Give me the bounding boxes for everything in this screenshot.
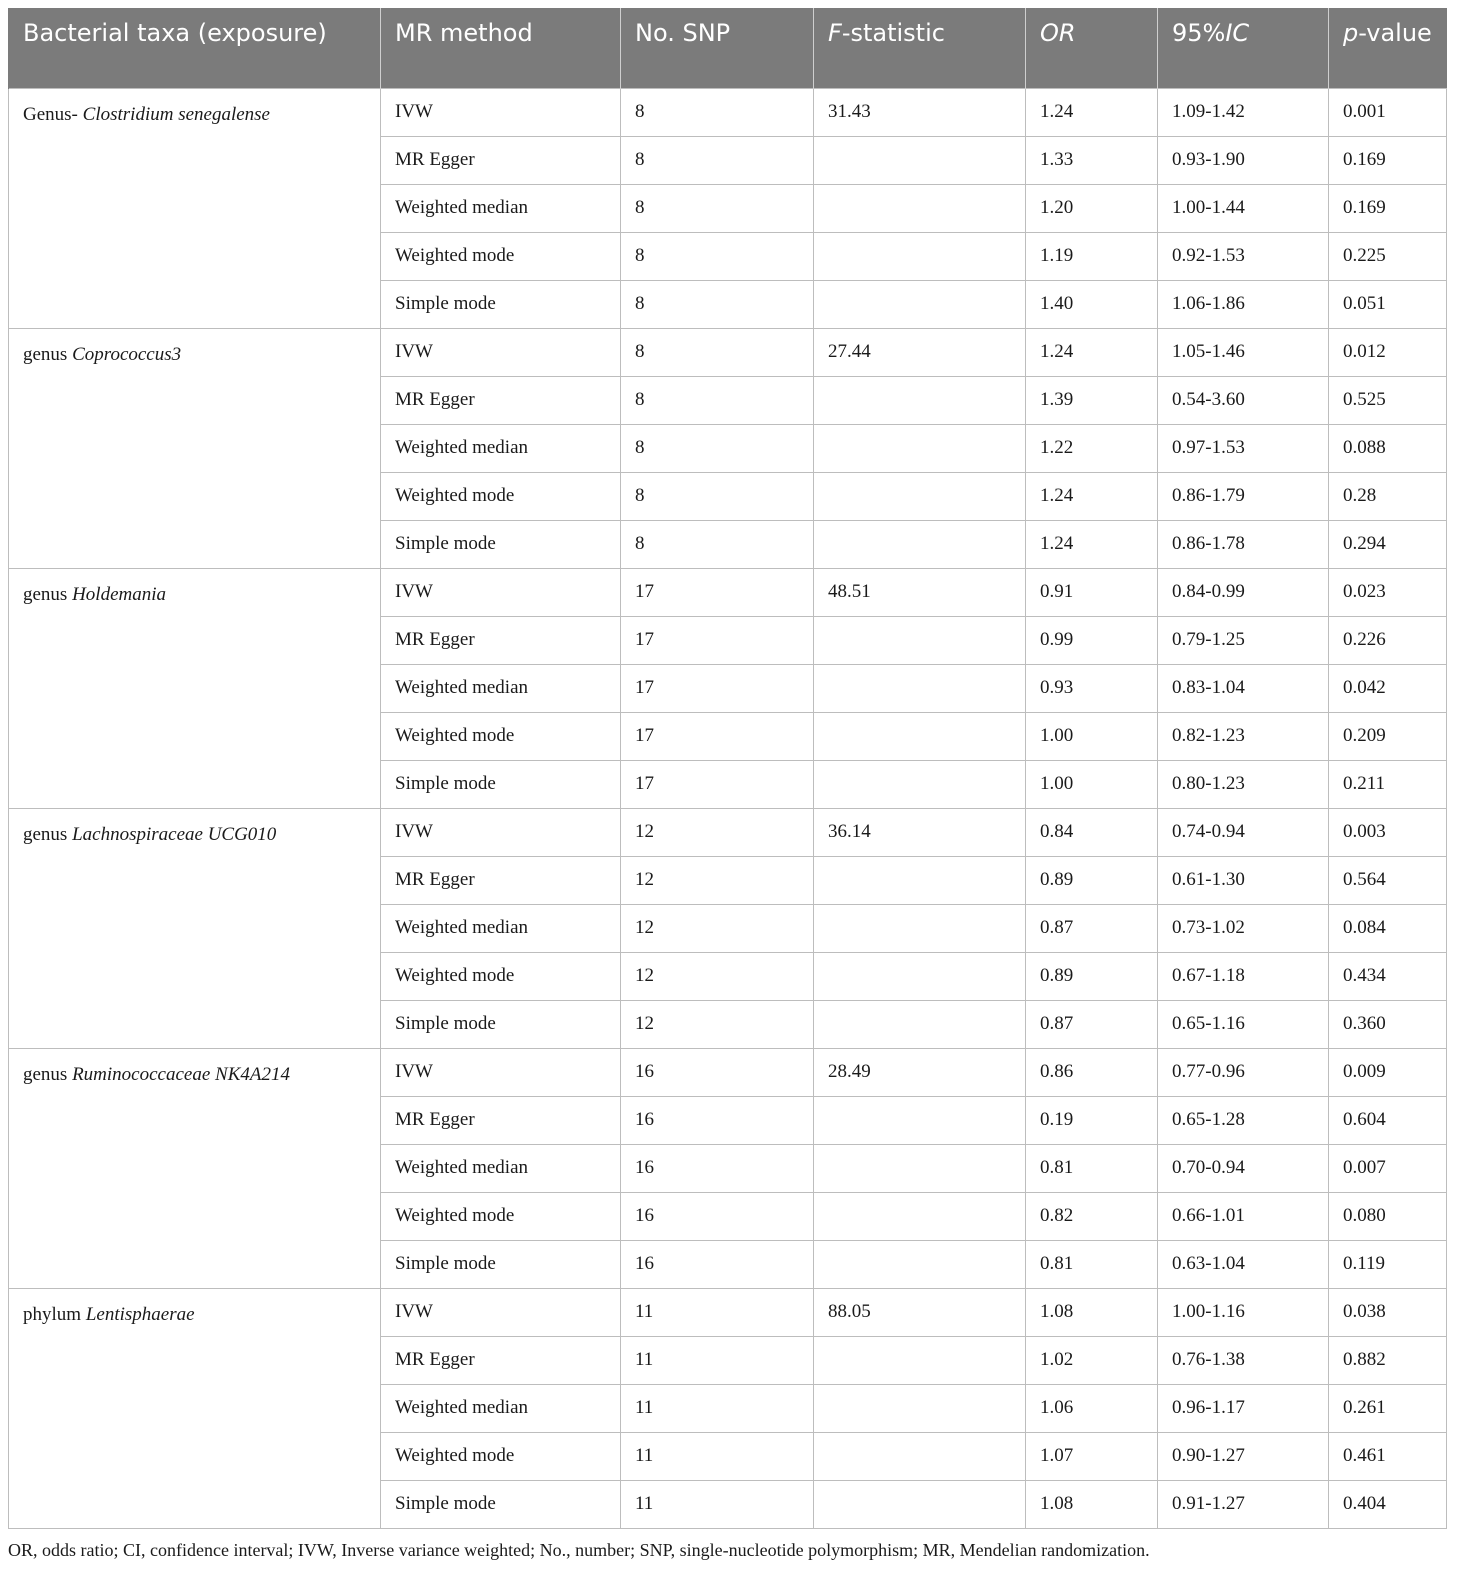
odds-ratio-cell: 1.39	[1026, 376, 1158, 424]
method-cell: Simple mode	[381, 1000, 621, 1048]
p-value-cell: 0.051	[1329, 280, 1447, 328]
snp-count-cell: 17	[621, 664, 814, 712]
snp-count-cell: 17	[621, 760, 814, 808]
method-cell: Weighted median	[381, 664, 621, 712]
odds-ratio-cell: 0.81	[1026, 1144, 1158, 1192]
confidence-interval-cell: 1.00-1.16	[1158, 1288, 1329, 1336]
f-statistic-cell	[814, 1384, 1026, 1432]
confidence-interval-cell: 1.05-1.46	[1158, 328, 1329, 376]
odds-ratio-cell: 1.08	[1026, 1480, 1158, 1528]
f-statistic-cell	[814, 952, 1026, 1000]
odds-ratio-cell: 1.24	[1026, 472, 1158, 520]
method-cell: Weighted median	[381, 1384, 621, 1432]
confidence-interval-cell: 0.90-1.27	[1158, 1432, 1329, 1480]
p-value-cell: 0.084	[1329, 904, 1447, 952]
method-cell: IVW	[381, 1048, 621, 1096]
method-cell: Weighted median	[381, 1144, 621, 1192]
method-cell: Weighted median	[381, 184, 621, 232]
snp-count-cell: 16	[621, 1240, 814, 1288]
taxa-rank: genus	[23, 343, 73, 365]
f-statistic-cell	[814, 1432, 1026, 1480]
table-row	[9, 568, 1447, 616]
odds-ratio-cell: 1.40	[1026, 280, 1158, 328]
confidence-interval-cell: 0.93-1.90	[1158, 136, 1329, 184]
confidence-interval-cell: 0.54-3.60	[1158, 376, 1329, 424]
confidence-interval-cell: 0.73-1.02	[1158, 904, 1329, 952]
odds-ratio-cell: 0.19	[1026, 1096, 1158, 1144]
confidence-interval-cell: 0.86-1.79	[1158, 472, 1329, 520]
header-text: -statistic	[841, 19, 945, 47]
header-f-statistic	[814, 8, 1026, 88]
header-text: p	[1343, 19, 1359, 47]
table-footnote: OR, odds ratio; CI, confidence interval; IVW, Inverse variance weighted; No., number; SNP, single-nucleotide polymorphism; MR, Mendelian randomization.	[8, 1540, 1150, 1560]
odds-ratio-cell: 1.22	[1026, 424, 1158, 472]
f-statistic-cell	[814, 760, 1026, 808]
snp-count-cell: 8	[621, 328, 814, 376]
f-statistic-cell	[814, 424, 1026, 472]
taxa-name: Lachnospiraceae UCG010	[72, 823, 277, 845]
f-statistic-cell	[814, 1480, 1026, 1528]
taxa-rank: genus	[23, 823, 73, 845]
confidence-interval-cell: 0.96-1.17	[1158, 1384, 1329, 1432]
confidence-interval-cell: 0.79-1.25	[1158, 616, 1329, 664]
header-text: F	[828, 19, 842, 47]
method-cell: Weighted mode	[381, 1432, 621, 1480]
method-cell: IVW	[381, 568, 621, 616]
header-text: 95%	[1172, 19, 1226, 47]
snp-count-cell: 8	[621, 424, 814, 472]
odds-ratio-cell: 0.91	[1026, 568, 1158, 616]
odds-ratio-cell: 0.81	[1026, 1240, 1158, 1288]
taxa-rank: genus	[23, 583, 73, 605]
snp-count-cell: 12	[621, 904, 814, 952]
method-cell: Simple mode	[381, 280, 621, 328]
f-statistic-cell: 27.44	[814, 328, 1026, 376]
taxa-cell	[9, 328, 381, 568]
f-statistic-cell: 36.14	[814, 808, 1026, 856]
f-statistic-cell	[814, 1240, 1026, 1288]
f-statistic-cell	[814, 184, 1026, 232]
method-cell: Simple mode	[381, 1480, 621, 1528]
snp-count-cell: 8	[621, 136, 814, 184]
odds-ratio-cell: 1.33	[1026, 136, 1158, 184]
f-statistic-cell	[814, 472, 1026, 520]
method-cell: IVW	[381, 328, 621, 376]
odds-ratio-cell: 0.93	[1026, 664, 1158, 712]
p-value-cell: 0.225	[1329, 232, 1447, 280]
odds-ratio-cell: 0.87	[1026, 1000, 1158, 1048]
confidence-interval-cell: 1.00-1.44	[1158, 184, 1329, 232]
f-statistic-cell	[814, 856, 1026, 904]
taxa-name: Clostridium senegalense	[82, 103, 270, 125]
p-value-cell: 0.226	[1329, 616, 1447, 664]
confidence-interval-cell: 0.77-0.96	[1158, 1048, 1329, 1096]
snp-count-cell: 16	[621, 1192, 814, 1240]
snp-count-cell: 17	[621, 712, 814, 760]
odds-ratio-cell: 1.19	[1026, 232, 1158, 280]
odds-ratio-cell: 0.82	[1026, 1192, 1158, 1240]
snp-count-cell: 12	[621, 1000, 814, 1048]
mr-results-table	[8, 8, 1447, 1529]
p-value-cell: 0.038	[1329, 1288, 1447, 1336]
snp-count-cell: 8	[621, 376, 814, 424]
confidence-interval-cell: 0.65-1.16	[1158, 1000, 1329, 1048]
p-value-cell: 0.28	[1329, 472, 1447, 520]
confidence-interval-cell: 0.80-1.23	[1158, 760, 1329, 808]
snp-count-cell: 8	[621, 472, 814, 520]
method-cell: Simple mode	[381, 1240, 621, 1288]
method-cell: MR Egger	[381, 136, 621, 184]
confidence-interval-cell: 0.97-1.53	[1158, 424, 1329, 472]
method-cell: IVW	[381, 808, 621, 856]
table-body	[9, 88, 1447, 1528]
odds-ratio-cell: 1.24	[1026, 328, 1158, 376]
header-text: No. SNP	[635, 19, 731, 47]
confidence-interval-cell: 0.61-1.30	[1158, 856, 1329, 904]
taxa-name: Ruminococcaceae NK4A214	[72, 1063, 290, 1085]
f-statistic-cell	[814, 1192, 1026, 1240]
header-mr-method	[381, 8, 621, 88]
snp-count-cell: 8	[621, 520, 814, 568]
taxa-cell	[9, 1048, 381, 1288]
p-value-cell: 0.209	[1329, 712, 1447, 760]
taxa-cell	[9, 1288, 381, 1528]
method-cell: MR Egger	[381, 1096, 621, 1144]
odds-ratio-cell: 1.24	[1026, 520, 1158, 568]
confidence-interval-cell: 0.63-1.04	[1158, 1240, 1329, 1288]
p-value-cell: 0.169	[1329, 184, 1447, 232]
snp-count-cell: 16	[621, 1048, 814, 1096]
taxa-cell	[9, 568, 381, 808]
p-value-cell: 0.003	[1329, 808, 1447, 856]
taxa-name: Coprococcus3	[72, 343, 182, 365]
odds-ratio-cell: 0.89	[1026, 856, 1158, 904]
p-value-cell: 0.294	[1329, 520, 1447, 568]
confidence-interval-cell: 0.76-1.38	[1158, 1336, 1329, 1384]
f-statistic-cell	[814, 904, 1026, 952]
results-table-container	[8, 8, 1446, 1529]
confidence-interval-cell: 0.86-1.78	[1158, 520, 1329, 568]
snp-count-cell: 11	[621, 1480, 814, 1528]
snp-count-cell: 16	[621, 1144, 814, 1192]
confidence-interval-cell: 0.92-1.53	[1158, 232, 1329, 280]
table-row	[9, 1288, 1447, 1336]
p-value-cell: 0.211	[1329, 760, 1447, 808]
f-statistic-cell: 31.43	[814, 88, 1026, 136]
header-ci	[1158, 8, 1329, 88]
confidence-interval-cell: 0.74-0.94	[1158, 808, 1329, 856]
snp-count-cell: 8	[621, 184, 814, 232]
p-value-cell: 0.012	[1329, 328, 1447, 376]
method-cell: Weighted mode	[381, 712, 621, 760]
header-p-value	[1329, 8, 1447, 88]
p-value-cell: 0.080	[1329, 1192, 1447, 1240]
header-text: -value	[1358, 19, 1432, 47]
method-cell: Weighted mode	[381, 472, 621, 520]
odds-ratio-cell: 1.00	[1026, 760, 1158, 808]
odds-ratio-cell: 0.87	[1026, 904, 1158, 952]
odds-ratio-cell: 1.06	[1026, 1384, 1158, 1432]
p-value-cell: 0.604	[1329, 1096, 1447, 1144]
taxa-name: Lentisphaerae	[85, 1303, 195, 1325]
f-statistic-cell	[814, 1144, 1026, 1192]
f-statistic-cell	[814, 616, 1026, 664]
confidence-interval-cell: 0.91-1.27	[1158, 1480, 1329, 1528]
p-value-cell: 0.461	[1329, 1432, 1447, 1480]
f-statistic-cell	[814, 1000, 1026, 1048]
p-value-cell: 0.404	[1329, 1480, 1447, 1528]
f-statistic-cell: 28.49	[814, 1048, 1026, 1096]
p-value-cell: 0.434	[1329, 952, 1447, 1000]
method-cell: Weighted median	[381, 904, 621, 952]
table-row	[9, 328, 1447, 376]
method-cell: MR Egger	[381, 376, 621, 424]
table-row	[9, 88, 1447, 136]
table-row	[9, 1048, 1447, 1096]
snp-count-cell: 11	[621, 1288, 814, 1336]
odds-ratio-cell: 0.89	[1026, 952, 1158, 1000]
snp-count-cell: 11	[621, 1432, 814, 1480]
p-value-cell: 0.042	[1329, 664, 1447, 712]
method-cell: Weighted mode	[381, 232, 621, 280]
f-statistic-cell	[814, 376, 1026, 424]
p-value-cell: 0.564	[1329, 856, 1447, 904]
method-cell: Weighted mode	[381, 952, 621, 1000]
p-value-cell: 0.360	[1329, 1000, 1447, 1048]
snp-count-cell: 8	[621, 232, 814, 280]
taxa-rank: genus	[23, 1063, 73, 1085]
confidence-interval-cell: 1.06-1.86	[1158, 280, 1329, 328]
f-statistic-cell	[814, 280, 1026, 328]
p-value-cell: 0.007	[1329, 1144, 1447, 1192]
odds-ratio-cell: 1.08	[1026, 1288, 1158, 1336]
f-statistic-cell	[814, 664, 1026, 712]
f-statistic-cell	[814, 1336, 1026, 1384]
taxa-name: Holdemania	[72, 583, 167, 605]
odds-ratio-cell: 1.02	[1026, 1336, 1158, 1384]
f-statistic-cell	[814, 1096, 1026, 1144]
method-cell: MR Egger	[381, 856, 621, 904]
header-text: OR	[1040, 19, 1076, 47]
confidence-interval-cell: 0.67-1.18	[1158, 952, 1329, 1000]
odds-ratio-cell: 0.84	[1026, 808, 1158, 856]
snp-count-cell: 8	[621, 280, 814, 328]
f-statistic-cell: 48.51	[814, 568, 1026, 616]
method-cell: Simple mode	[381, 520, 621, 568]
odds-ratio-cell: 1.00	[1026, 712, 1158, 760]
method-cell: Weighted median	[381, 424, 621, 472]
method-cell: IVW	[381, 88, 621, 136]
p-value-cell: 0.261	[1329, 1384, 1447, 1432]
header-text: MR method	[395, 19, 533, 47]
method-cell: MR Egger	[381, 616, 621, 664]
odds-ratio-cell: 0.86	[1026, 1048, 1158, 1096]
p-value-cell: 0.169	[1329, 136, 1447, 184]
taxa-cell	[9, 88, 381, 328]
confidence-interval-cell: 0.83-1.04	[1158, 664, 1329, 712]
snp-count-cell: 8	[621, 88, 814, 136]
f-statistic-cell	[814, 232, 1026, 280]
confidence-interval-cell: 0.70-0.94	[1158, 1144, 1329, 1192]
snp-count-cell: 12	[621, 808, 814, 856]
p-value-cell: 0.525	[1329, 376, 1447, 424]
snp-count-cell: 12	[621, 856, 814, 904]
header-text: IC	[1225, 19, 1250, 47]
odds-ratio-cell: 1.07	[1026, 1432, 1158, 1480]
table-header	[9, 8, 1447, 88]
snp-count-cell: 11	[621, 1384, 814, 1432]
snp-count-cell: 11	[621, 1336, 814, 1384]
p-value-cell: 0.088	[1329, 424, 1447, 472]
p-value-cell: 0.001	[1329, 88, 1447, 136]
f-statistic-cell	[814, 136, 1026, 184]
odds-ratio-cell: 1.20	[1026, 184, 1158, 232]
snp-count-cell: 17	[621, 616, 814, 664]
method-cell: MR Egger	[381, 1336, 621, 1384]
p-value-cell: 0.882	[1329, 1336, 1447, 1384]
header-taxa	[9, 8, 381, 88]
method-cell: Simple mode	[381, 760, 621, 808]
table-row	[9, 808, 1447, 856]
header-text: Bacterial taxa (exposure)	[23, 19, 327, 47]
method-cell: Weighted mode	[381, 1192, 621, 1240]
snp-count-cell: 16	[621, 1096, 814, 1144]
f-statistic-cell	[814, 712, 1026, 760]
odds-ratio-cell: 1.24	[1026, 88, 1158, 136]
confidence-interval-cell: 0.65-1.28	[1158, 1096, 1329, 1144]
p-value-cell: 0.119	[1329, 1240, 1447, 1288]
f-statistic-cell	[814, 520, 1026, 568]
taxa-rank: Genus-	[23, 103, 83, 125]
f-statistic-cell: 88.05	[814, 1288, 1026, 1336]
confidence-interval-cell: 1.09-1.42	[1158, 88, 1329, 136]
confidence-interval-cell: 0.66-1.01	[1158, 1192, 1329, 1240]
header-no-snp	[621, 8, 814, 88]
taxa-cell	[9, 808, 381, 1048]
snp-count-cell: 17	[621, 568, 814, 616]
p-value-cell: 0.023	[1329, 568, 1447, 616]
odds-ratio-cell: 0.99	[1026, 616, 1158, 664]
p-value-cell: 0.009	[1329, 1048, 1447, 1096]
header-row	[9, 8, 1447, 88]
taxa-rank: phylum	[23, 1303, 86, 1325]
method-cell: IVW	[381, 1288, 621, 1336]
snp-count-cell: 12	[621, 952, 814, 1000]
confidence-interval-cell: 0.84-0.99	[1158, 568, 1329, 616]
header-or	[1026, 8, 1158, 88]
confidence-interval-cell: 0.82-1.23	[1158, 712, 1329, 760]
